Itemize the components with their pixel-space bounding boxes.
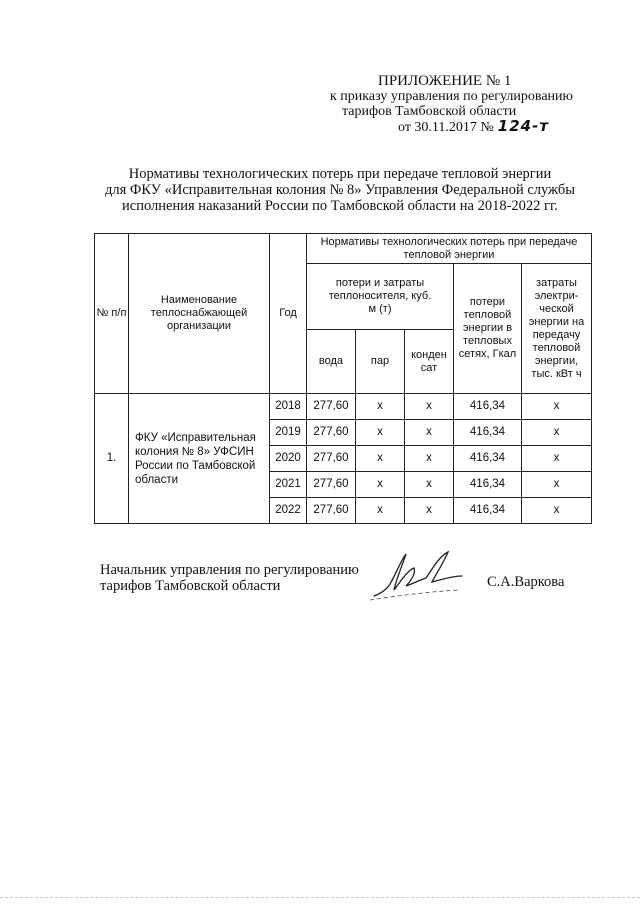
document-heading (90, 166, 590, 214)
cell-steam: x (356, 394, 405, 420)
appendix-block (330, 74, 590, 135)
row-number: 1. (95, 394, 129, 524)
header-heat-loss: потери тепловой энергии в тепловых сетях, Гкал (454, 264, 522, 394)
cell-water: 277,60 (307, 420, 356, 446)
cell-year: 2019 (270, 420, 307, 446)
cell-condensate: x (405, 446, 454, 472)
header-condensate: конден сат (405, 330, 454, 394)
signature-position-line-2: тарифов Тамбовской области (100, 578, 281, 594)
header-norms: Нормативы технологических потерь при передаче тепловой энергии (307, 234, 592, 264)
cell-electricity: x (522, 420, 592, 446)
cell-heat-loss: 416,34 (454, 394, 522, 420)
appendix-date-line (330, 119, 590, 135)
cell-electricity: x (522, 472, 592, 498)
cell-year: 2022 (270, 498, 307, 524)
cell-heat-loss: 416,34 (454, 498, 522, 524)
cell-condensate: x (405, 472, 454, 498)
cell-steam: x (356, 498, 405, 524)
cell-electricity: x (522, 498, 592, 524)
heading-line-1: Нормативы технологических потерь при передаче тепловой энергии (128, 166, 552, 182)
cell-year: 2020 (270, 446, 307, 472)
header-electricity: затраты электри- ческой энергии на передачу тепловой энергии, тыс. кВт ч (522, 264, 592, 394)
signer-name: С.А.Варкова (487, 574, 565, 590)
cell-heat-loss: 416,34 (454, 420, 522, 446)
cell-condensate: x (405, 498, 454, 524)
heading-line-3: исполнения наказаний России по Тамбовской области на 2018-2022 гг. (122, 198, 558, 214)
handwritten-signature (366, 546, 476, 602)
heading-line-2: для ФКУ «Исправительная колония № 8» Управления Федеральной службы (104, 182, 576, 198)
header-steam: пар (356, 330, 405, 394)
cell-condensate: x (405, 420, 454, 446)
signature-position-line-1: Начальник управления по регулированию (100, 562, 359, 578)
cell-heat-loss: 416,34 (454, 472, 522, 498)
cell-year: 2021 (270, 472, 307, 498)
appendix-title: ПРИЛОЖЕНИЕ № 1 (378, 73, 512, 89)
header-water: вода (307, 330, 356, 394)
order-number: 124-т (497, 117, 550, 135)
organization-name: ФКУ «Исправительная колония № 8» УФСИН России по Тамбовской области (129, 394, 270, 524)
appendix-authority-line: тарифов Тамбовской области (342, 104, 517, 119)
cell-year: 2018 (270, 394, 307, 420)
cell-water: 277,60 (307, 472, 356, 498)
appendix-date: от 30.11.2017 № (398, 120, 494, 135)
cell-electricity: x (522, 394, 592, 420)
cell-water: 277,60 (307, 394, 356, 420)
signature-position (100, 562, 359, 594)
cell-steam: x (356, 446, 405, 472)
cell-steam: x (356, 420, 405, 446)
cell-condensate: x (405, 394, 454, 420)
header-org: Наименование теплоснабжающей организации (129, 234, 270, 394)
cell-heat-loss: 416,34 (454, 446, 522, 472)
cell-steam: x (356, 472, 405, 498)
header-coolant: потери и затраты теплоносителя, куб. м (т) (307, 264, 454, 330)
header-num: № п/п (95, 234, 129, 394)
page-bottom-edge (0, 897, 640, 899)
appendix-order-line: к приказу управления по регулированию (330, 89, 573, 104)
cell-water: 277,60 (307, 446, 356, 472)
cell-electricity: x (522, 446, 592, 472)
table-row (95, 394, 592, 420)
header-year: Год (270, 234, 307, 394)
norms-table (94, 233, 592, 524)
cell-water: 277,60 (307, 498, 356, 524)
